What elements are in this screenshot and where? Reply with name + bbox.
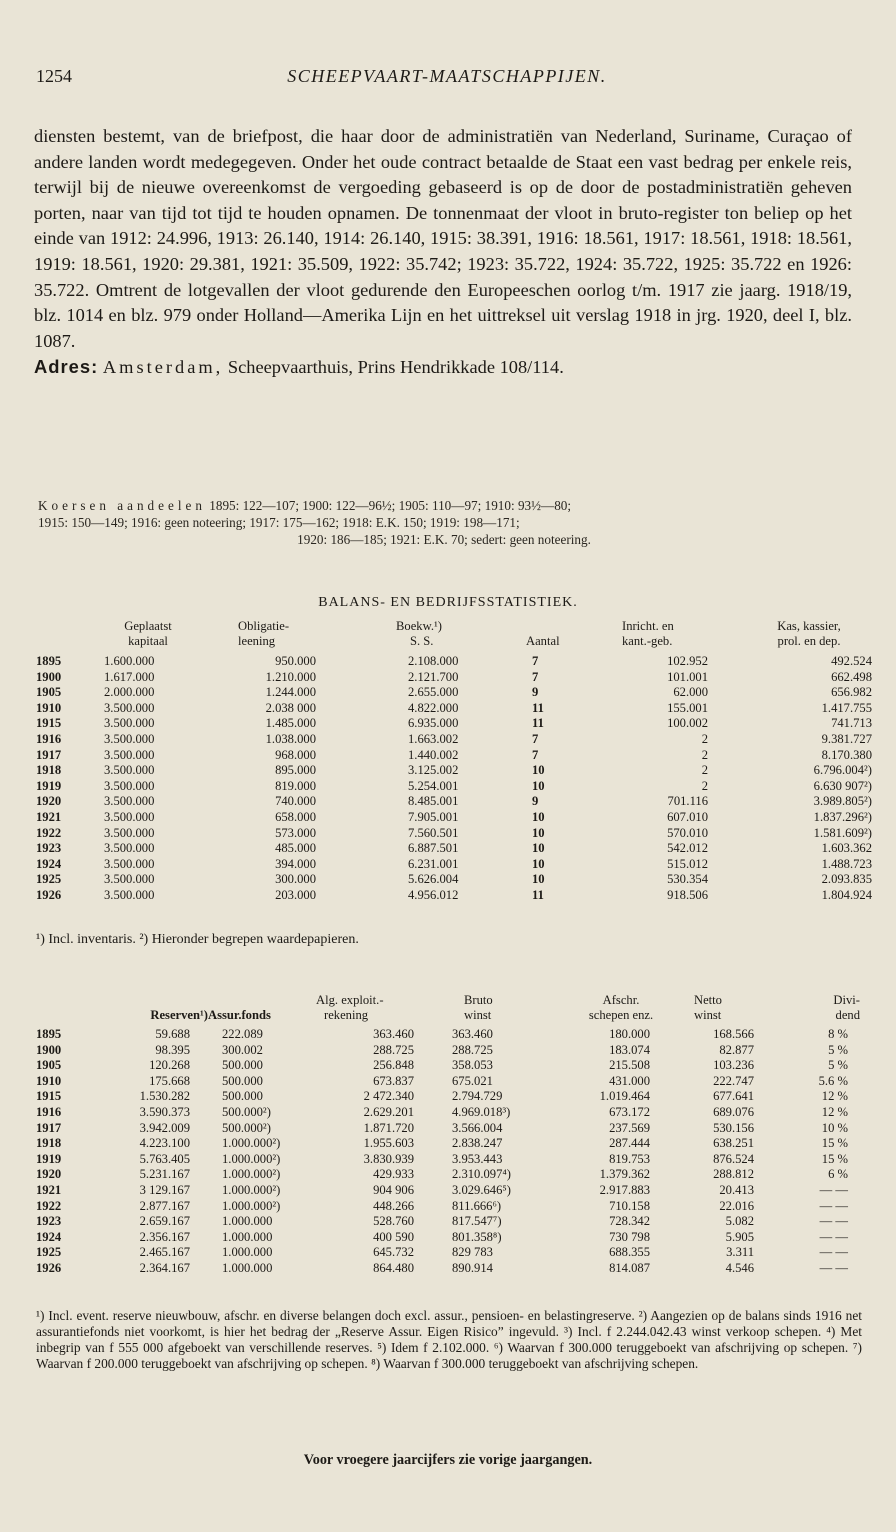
table1-cell: 918.506: [667, 887, 708, 902]
table1-cell: 5.626.004: [408, 872, 459, 887]
koersen-line-3: 1920: 186—185; 1921: E.K. 70; sedert: geen noteering.: [297, 532, 591, 547]
table1-cell: 607.010: [667, 809, 708, 824]
table2-cell: 2.629.201: [363, 1104, 414, 1119]
table1-cell: 1925: [36, 872, 62, 887]
table1-cell: 3.500.000: [104, 716, 155, 731]
table1-cell: 6.935.000: [408, 716, 459, 731]
table2-cell: 363.460: [373, 1027, 414, 1041]
table1-cell: 2.108.000: [408, 654, 459, 668]
table2-cell: 175.668: [149, 1073, 190, 1088]
table2-cell: 1905: [36, 1058, 62, 1073]
t2-col-netto: [680, 1027, 754, 1277]
adres-city: Amsterdam,: [102, 357, 224, 378]
table1-cell: 570.010: [667, 825, 708, 840]
table2-cell: 1.871.720: [363, 1120, 414, 1135]
table2-cell: 59.688: [155, 1027, 190, 1041]
table1-cell: 1.837.296²): [813, 809, 872, 824]
table2-cell: 1.000.000²): [222, 1151, 281, 1166]
table1-cell: 1922: [36, 825, 62, 840]
table2-cell: 1.000.000²): [222, 1136, 281, 1151]
table2-cell: 12 %: [821, 1104, 848, 1119]
table2-cell: 2 472.340: [363, 1089, 414, 1104]
table1-cell: 662.498: [831, 669, 872, 684]
table1-cell: 6.231.001: [408, 856, 459, 871]
table1-cell: 1924: [36, 856, 62, 871]
table1-cell: 530.354: [667, 872, 708, 887]
t2-header-netto: Netto winst: [694, 993, 722, 1022]
table2-cell: 675.021: [452, 1073, 493, 1088]
table1-cell: 9: [532, 685, 539, 700]
table2-cell: — —: [819, 1198, 848, 1213]
t2-header-assur: Assur.fonds: [208, 1008, 271, 1022]
table2-cell: 819.753: [609, 1151, 650, 1166]
page-header: [32, 66, 862, 90]
table2-cell: 1915: [36, 1089, 62, 1104]
table1-cell: 7: [532, 747, 539, 762]
table1-cell: 10: [532, 825, 545, 840]
table2-cell: 5.905: [725, 1229, 754, 1244]
t2-header-reserven: Reserven¹): [150, 1008, 208, 1022]
table2-cell: 183.074: [609, 1042, 650, 1057]
table1-cell: 1.663.002: [408, 731, 459, 746]
table1-cell: 968.000: [275, 747, 316, 762]
koersen-label: Koersen aandeelen: [38, 498, 206, 513]
table1-cell: 8.170.380: [821, 747, 872, 762]
table2-cell: 1.955.603: [363, 1136, 414, 1151]
table1-cell: 3.500.000: [104, 778, 155, 793]
table2-cell: 864.480: [373, 1260, 414, 1275]
table2-cell: 8 %: [828, 1027, 848, 1041]
table2-cell: 3.953.443: [452, 1151, 503, 1166]
table1-cell: 1.038.000: [265, 731, 316, 746]
t1-col-kas: [740, 654, 872, 904]
table2-cell: 1916: [36, 1104, 62, 1119]
table1-cell: 1919: [36, 778, 62, 793]
table2-cell: 1.019.464: [599, 1089, 650, 1104]
table1-cell: 1918: [36, 763, 62, 778]
table2-cell: 256.848: [373, 1058, 414, 1073]
table2-cell: 3.942.009: [139, 1120, 190, 1135]
table1-cell: 394.000: [275, 856, 316, 871]
table1-cell: 1921: [36, 809, 62, 824]
table1-cell: 6.796.004²): [813, 763, 872, 778]
running-title: SCHEEPVAART-MAATSCHAPPIJEN.: [287, 66, 607, 86]
table1-cell: 102.952: [667, 654, 708, 668]
table2-cell: 2.465.167: [139, 1245, 190, 1260]
t2-col-reserven: [100, 1027, 190, 1277]
table1-cell: 2.038 000: [265, 700, 316, 715]
table1-cell: 9.381.727: [821, 731, 872, 746]
table2-cell: 237.569: [609, 1120, 650, 1135]
table1-cell: 1.804.924: [821, 887, 872, 902]
t2-header-divi: Divi- dend: [833, 993, 860, 1022]
table2-cell: 2.364.167: [139, 1260, 190, 1275]
table2-cell: 1921: [36, 1182, 62, 1197]
table2-cell: 287.444: [609, 1136, 650, 1151]
table1-cell: 2.655.000: [408, 685, 459, 700]
table1-cell: 3.500.000: [104, 887, 155, 902]
table2-cell: 222.747: [713, 1073, 754, 1088]
table1-cell: 1.488.723: [821, 856, 872, 871]
table1-cell: 740.000: [275, 794, 316, 809]
table1-cell: 7: [532, 731, 539, 746]
table2-cell: 5 %: [828, 1058, 848, 1073]
table2-cell: — —: [819, 1214, 848, 1229]
table1-cell: 3.500.000: [104, 794, 155, 809]
table2-cell: 2.659.167: [139, 1214, 190, 1229]
table2-cell: 3.830.939: [363, 1151, 414, 1166]
table2-cell: 22.016: [719, 1198, 754, 1213]
table2-cell: 5.082: [725, 1214, 754, 1229]
table2-cell: 4.223.100: [139, 1136, 190, 1151]
table2-cell: 1922: [36, 1198, 62, 1213]
table2-cell: 814.087: [609, 1260, 650, 1275]
table1-cell: 1.440.002: [408, 747, 459, 762]
table2-cell: 638.251: [713, 1136, 754, 1151]
t2-col-assur: [222, 1027, 322, 1277]
table1-footnote: ¹) Incl. inventaris. ²) Hieronder begrepen waardepapieren.: [36, 932, 359, 947]
table2-cell: 215.508: [609, 1058, 650, 1073]
table1-cell: 7.560.501: [408, 825, 459, 840]
table2-cell: 3.311: [726, 1245, 754, 1260]
table2-footnotes: ¹) Incl. event. reserve nieuwbouw, afschr. en diverse belangen doch excl. assur., pensioen- en belastingreserve. ²) Aangezien op de balans sinds 1916 net assurantiefonds niet voorkomt, is hier het bedrag der „Reserve Assur. Eigen Risico” ingevuld. ³) Incl. f 2.244.042.43 winst verkoop schepen. ⁴) Met inbegrip van f 555 000 afgeboekt van verschillende reserves. ⁵) Idem f 2.102.000. ⁶) Waarvan f 300.000 teruggeboekt van afschrijving op schepen. ⁷) Waarvan f 200.000 teruggeboekt van afschrijving op schepen. ⁸) Waarvan f 300.000 teruggeboekt van afschrijving schepen.: [36, 1308, 862, 1371]
table1-cell: 5.254.001: [408, 778, 459, 793]
table1-cell: 10: [532, 778, 545, 793]
koersen-line-1: [38, 497, 850, 514]
t1-col-inricht: [614, 654, 708, 904]
table2-cell: 288.725: [373, 1042, 414, 1057]
table2-cell: 500.000: [222, 1073, 263, 1088]
table1-cell: 100.002: [667, 716, 708, 731]
table1-cell: 2: [701, 778, 708, 793]
body-paragraph: [34, 124, 852, 381]
table1-cell: 1900: [36, 669, 62, 684]
table2-cell: 98.395: [155, 1042, 190, 1057]
table1-cell: 10: [532, 763, 545, 778]
table2-cell: 4.546: [725, 1260, 754, 1275]
table2-cell: 1.000.000: [222, 1245, 273, 1260]
table2-cell: 5.231.167: [139, 1167, 190, 1182]
table1-cell: 3.500.000: [104, 856, 155, 871]
table2-cell: 2.838.247: [452, 1136, 503, 1151]
table2-cell: 500.000²): [222, 1120, 271, 1135]
table1-cell: 542.012: [667, 841, 708, 856]
table1-cell: 11: [532, 716, 544, 731]
t2-col-alg: [330, 1027, 414, 1277]
table2-cell: 677.641: [713, 1089, 754, 1104]
table1-cell: 7: [532, 669, 539, 684]
table1-cell: 11: [532, 700, 544, 715]
t1-header-inricht: Inricht. en kant.-geb.: [622, 619, 674, 648]
table1-cell: 2: [701, 747, 708, 762]
table1-cell: 3.500.000: [104, 809, 155, 824]
table2-cell: 363.460: [452, 1027, 493, 1041]
table1-cell: 819.000: [275, 778, 316, 793]
table1-cell: 4.956.012: [408, 887, 459, 902]
table2-cell: 448.266: [373, 1198, 414, 1213]
table2-cell: 288.725: [452, 1042, 493, 1057]
table2-cell: 689.076: [713, 1104, 754, 1119]
table2-cell: 1.000.000: [222, 1214, 273, 1229]
table1-cell: 895.000: [275, 763, 316, 778]
table2-cell: 288.812: [713, 1167, 754, 1182]
table1-cell: 8.485.001: [408, 794, 459, 809]
table2-cell: 1925: [36, 1245, 62, 1260]
page-number: 1254: [36, 66, 72, 86]
table1-cell: 10: [532, 856, 545, 871]
table2-cell: 673.837: [373, 1073, 414, 1088]
table2-cell: 500.000: [222, 1058, 263, 1073]
table2-cell: 528.760: [373, 1214, 414, 1229]
table2-cell: 20.413: [719, 1182, 754, 1197]
table1-cell: 62.000: [673, 685, 708, 700]
table2-cell: 1.000.000: [222, 1229, 273, 1244]
table1-cell: 2.121.700: [408, 669, 459, 684]
closing-note: Voor vroegere jaarcijfers zie vorige jaargangen.: [303, 1452, 593, 1468]
table1-cell: 1.617.000: [104, 669, 155, 684]
table2-cell: 2.877.167: [139, 1198, 190, 1213]
table1-cell: 658.000: [275, 809, 316, 824]
table1-cell: 3.500.000: [104, 731, 155, 746]
t1-header-aantal: Aantal: [526, 634, 560, 648]
table1-cell: 2: [701, 763, 708, 778]
table2-cell: 400 590: [373, 1229, 414, 1244]
table1-cell: 1916: [36, 731, 62, 746]
table1-cell: 4.822.000: [408, 700, 459, 715]
table2-cell: 829 783: [452, 1245, 493, 1260]
table1-cell: 7: [532, 654, 539, 668]
t1-header-kas: Kas, kassier, prol. en dep.: [777, 619, 841, 648]
table1-cell: 6.630 907²): [813, 778, 872, 793]
table1-cell: 10: [532, 841, 545, 856]
table1-cell: 1.581.609²): [813, 825, 872, 840]
t1-col-kapitaal: [104, 654, 184, 904]
table2-cell: 890.914: [452, 1260, 493, 1275]
table2-cell: 4.969.018³): [452, 1104, 511, 1119]
table1-cell: 3.989.805²): [813, 794, 872, 809]
table1-cell: 1920: [36, 794, 62, 809]
table2-cell: 1.000.000: [222, 1260, 273, 1275]
t2-header-bruto: Bruto winst: [464, 993, 493, 1022]
table1-cell: 3.500.000: [104, 872, 155, 887]
adres-label: Adres:: [34, 356, 99, 378]
table2-cell: 728.342: [609, 1214, 650, 1229]
table1-cell: 741.713: [831, 716, 872, 731]
table2-cell: 1.530.282: [139, 1089, 190, 1104]
table2-cell: 358.053: [452, 1058, 493, 1073]
table1-cell: 10: [532, 809, 545, 824]
table2-cell: 2.310.097⁴): [452, 1167, 511, 1182]
table1-cell: 573.000: [275, 825, 316, 840]
table1-cell: 1915: [36, 716, 62, 731]
table2-cell: 1.379.362: [599, 1167, 650, 1182]
table2-cell: 1910: [36, 1073, 62, 1088]
t1-header-obligatie: Obligatie- leening: [238, 619, 290, 648]
table1-cell: 7.905.001: [408, 809, 459, 824]
table2-cell: 5 %: [828, 1042, 848, 1057]
table2-cell: 3 129.167: [139, 1182, 190, 1197]
table1-cell: 3.500.000: [104, 747, 155, 762]
table2-cell: 180.000: [609, 1027, 650, 1041]
table2-cell: 12 %: [821, 1089, 848, 1104]
table2-cell: — —: [819, 1182, 848, 1197]
t1-header-kapitaal: Geplaatst kapitaal: [124, 619, 172, 648]
t2-col-divi: [788, 1027, 848, 1277]
table2-cell: 5.763.405: [139, 1151, 190, 1166]
table2-cell: 1900: [36, 1042, 62, 1057]
table1-cell: 1.603.362: [821, 841, 872, 856]
table2-cell: 1895: [36, 1027, 62, 1041]
adres-address: Scheepvaarthuis, Prins Hendrikkade 108/114.: [227, 357, 564, 378]
table2-cell: 1923: [36, 1214, 62, 1229]
t2-col-afschr: [560, 1027, 650, 1277]
table1-cell: 155.001: [667, 700, 708, 715]
table1-title: BALANS- EN BEDRIJFSSTATISTIEK.: [318, 595, 578, 610]
table2-cell: 645.732: [373, 1245, 414, 1260]
table1-cell: 3.500.000: [104, 825, 155, 840]
table2-cell: — —: [819, 1229, 848, 1244]
table1-cell: 1905: [36, 685, 62, 700]
table2-cell: 300.002: [222, 1042, 263, 1057]
t1-col-boekw: [408, 654, 498, 904]
table2-cell: 1.000.000²): [222, 1198, 281, 1213]
t2-header-alg: Alg. exploit.- rekening: [316, 993, 384, 1022]
table2-cell: 2.356.167: [139, 1229, 190, 1244]
table1-cell: 9: [532, 794, 539, 809]
table1-cell: 1926: [36, 887, 62, 902]
table1-cell: 2.093.835: [821, 872, 872, 887]
table1-cell: 2: [701, 731, 708, 746]
table1-cell: 6.887.501: [408, 841, 459, 856]
table2-cell: 688.355: [609, 1245, 650, 1260]
koersen-block: [38, 497, 850, 548]
table2-cell: 82.877: [719, 1042, 754, 1057]
table2-cell: — —: [819, 1260, 848, 1275]
table2-cell: 10 %: [821, 1120, 848, 1135]
table1-cell: 10: [532, 872, 545, 887]
table1-cell: 1.600.000: [104, 654, 155, 668]
table2-cell: 103.236: [713, 1058, 754, 1073]
table1-cell: 203.000: [275, 887, 316, 902]
table1-cell: 101.001: [667, 669, 708, 684]
table2-cell: 500.000: [222, 1089, 263, 1104]
table2-cell: 5.6 %: [818, 1073, 848, 1088]
table1-cell: 1910: [36, 700, 62, 715]
table2-cell: — —: [819, 1245, 848, 1260]
table2-cell: 730 798: [609, 1229, 650, 1244]
table1-cell: 1923: [36, 841, 62, 856]
table1-cell: 950.000: [275, 654, 316, 668]
table2-cell: 1.000.000²): [222, 1167, 281, 1182]
table1-cell: 656.982: [831, 685, 872, 700]
table2-cell: 15 %: [821, 1136, 848, 1151]
t1-header-boekw: Boekw.¹) S. S.: [396, 619, 442, 648]
t2-header-afschr: Afschr. schepen enz.: [588, 993, 654, 1022]
table1-cell: 515.012: [667, 856, 708, 871]
table2-cell: 3.566.004: [452, 1120, 503, 1135]
table2-cell: 904 906: [373, 1182, 414, 1197]
table2-cell: 431.000: [609, 1073, 650, 1088]
table1-cell: 1895: [36, 654, 62, 668]
table2-cell: 530.156: [713, 1120, 754, 1135]
t1-col-year: [36, 654, 86, 904]
table2-cell: 1919: [36, 1151, 62, 1166]
table2-cell: 673.172: [609, 1104, 650, 1119]
table1-cell: 2.000.000: [104, 685, 155, 700]
table2-cell: 1.000.000²): [222, 1182, 281, 1197]
table2-cell: 1920: [36, 1167, 62, 1182]
table2-cell: 817.547⁷): [452, 1214, 502, 1229]
koersen-text-1: 1895: 122—107; 1900: 122—96½; 1905: 110—97; 1910: 93½—80;: [209, 498, 572, 513]
table2-cell: 876.524: [713, 1151, 754, 1166]
table2-cell: 1924: [36, 1229, 62, 1244]
table1-cell: 485.000: [275, 841, 316, 856]
table2-cell: 801.358⁸): [452, 1229, 502, 1244]
table1-cell: 701.116: [667, 794, 708, 809]
table1-cell: 11: [532, 887, 544, 902]
table2-cell: 500.000²): [222, 1104, 271, 1119]
table2-cell: 120.268: [149, 1058, 190, 1073]
table1-cell: 1917: [36, 747, 62, 762]
table2-cell: 1926: [36, 1260, 62, 1275]
table2-cell: 2.794.729: [452, 1089, 503, 1104]
table2-cell: 710.158: [609, 1198, 650, 1213]
table2-cell: 15 %: [821, 1151, 848, 1166]
koersen-line-2: 1915: 150—149; 1916: geen noteering; 1917: 175—162; 1918: E.K. 150; 1919: 198—171;: [38, 515, 520, 530]
t2-col-bruto: [452, 1027, 562, 1277]
t1-col-obligatie: [236, 654, 316, 904]
body-text: diensten bestemt, van de briefpost, die haar door de administratiën van Nederland, Suriname, Curaçao of andere landen wordt medegegeven. Onder het oude contract betaalde de Staat een vast bedrag per enkele reis, terwijl bij de nieuwe overeenkomst de vergoeding gebaseerd is op de door de postadministratiën geheven porten, naar van tijd tot tijd te houden opnamen. De tonnenmaat der vloot in bruto-register ton beliep op het einde van 1912: 24.996, 1913: 26.140, 1914: 26.140, 1915: 38.391, 1916: 18.561, 1917: 18.561, 1918: 18.561, 1919: 18.561, 1920: 29.381, 1921: 35.509, 1922: 35.742; 1923: 35.722, 1924: 35.722, 1925: 35.722 en 1926: 35.722. Omtrent de lotgevallen der vloot gedurende den Europeeschen oorlog t/m. 1917 zie jaarg. 1918/19, blz. 1014 en blz. 979 onder Holland—Amerika Lijn en het uittreksel uit verslag 1918 in jrg. 1920, deel I, blz. 1087.: [34, 126, 852, 351]
table1-cell: 300.000: [275, 872, 316, 887]
t1-col-aantal: [532, 654, 572, 904]
table1-cell: 492.524: [831, 654, 872, 668]
table2-cell: 429.933: [373, 1167, 414, 1182]
table2-cell: 1917: [36, 1120, 62, 1135]
table1-cell: 3.500.000: [104, 841, 155, 856]
table1-cell: 3.500.000: [104, 763, 155, 778]
table2-cell: 2.917.883: [599, 1182, 650, 1197]
table2-cell: 222.089: [222, 1027, 263, 1041]
table1-cell: 3.500.000: [104, 700, 155, 715]
table1-cell: 3.125.002: [408, 763, 459, 778]
t2-col-year: [36, 1027, 86, 1277]
table2-cell: 3.029.646⁵): [452, 1182, 511, 1197]
table2-cell: 3.590.373: [139, 1104, 190, 1119]
table1-cell: 1.485.000: [265, 716, 316, 731]
table2-cell: 811.666⁶): [452, 1198, 502, 1213]
table1-cell: 1.244.000: [265, 685, 316, 700]
table2-cell: 1918: [36, 1136, 62, 1151]
table1-cell: 1.417.755: [821, 700, 872, 715]
table2-cell: 6 %: [828, 1167, 848, 1182]
table1-cell: 1.210.000: [265, 669, 316, 684]
table2-cell: 168.566: [713, 1027, 754, 1041]
